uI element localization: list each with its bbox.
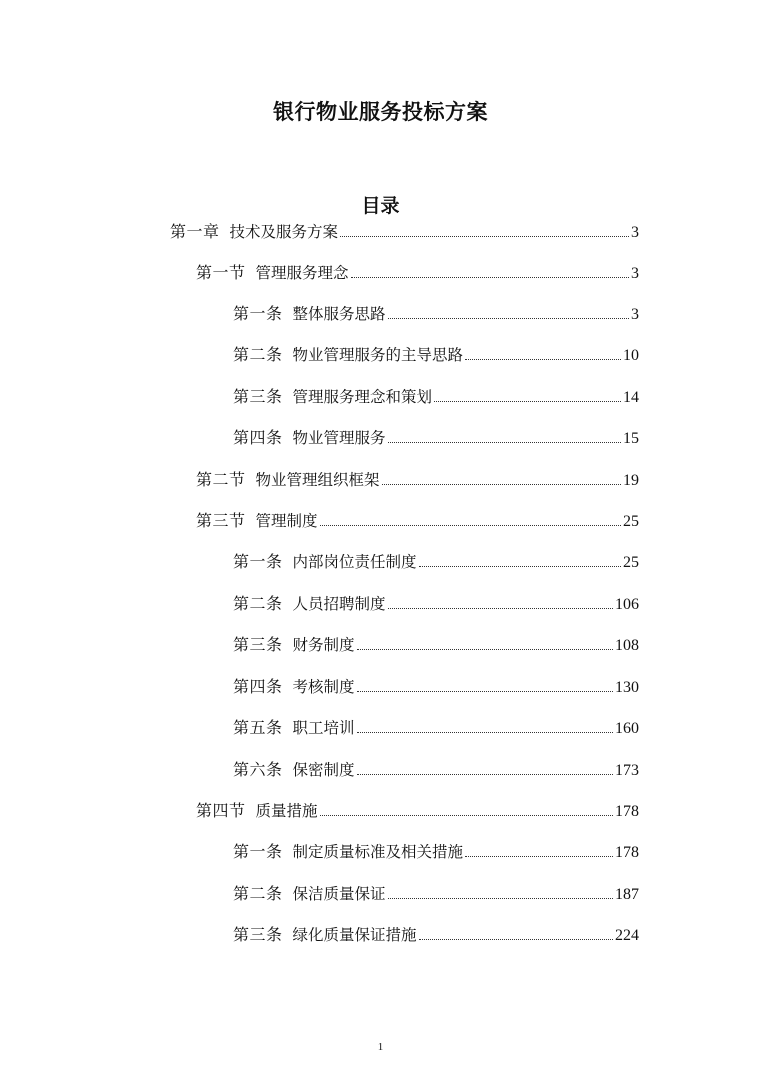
- toc-entry-section-3[interactable]: [196, 511, 639, 532]
- toc-entry-title: 职工培训: [292, 719, 355, 737]
- toc-entry-title: 质量措施: [255, 802, 318, 820]
- toc-entry-article[interactable]: [233, 925, 639, 946]
- toc-entry-number: 第四条: [233, 428, 283, 447]
- toc-dot-leader: [419, 939, 613, 940]
- toc-entry-title: 人员招聘制度: [292, 595, 386, 613]
- toc-entry-number: 第二条: [233, 594, 283, 613]
- toc-entry-title: 物业管理组织框架: [255, 471, 380, 489]
- toc-entry-section-2[interactable]: [196, 470, 639, 491]
- toc-entry-title: 制定质量标准及相关措施: [292, 843, 464, 861]
- toc-entry-section-1[interactable]: [196, 263, 639, 284]
- toc-entry-number: 第一条: [233, 304, 283, 323]
- toc-dot-leader: [465, 359, 621, 360]
- toc-entry-page: 15: [623, 430, 639, 447]
- toc-dot-leader: [357, 691, 613, 692]
- toc-entry-number: 第一节: [196, 263, 246, 282]
- toc-entry-page: 178: [615, 844, 639, 861]
- toc-dot-leader: [357, 774, 613, 775]
- toc-entry-number: 第六条: [233, 760, 283, 779]
- toc-entry-title: 整体服务思路: [292, 305, 386, 323]
- toc-entry-article[interactable]: [233, 760, 639, 781]
- toc-entry-title: 技术及服务方案: [229, 223, 339, 241]
- toc-dot-leader: [419, 566, 621, 567]
- toc-entry-article[interactable]: [233, 552, 639, 573]
- toc-entry-title: 物业管理服务的主导思路: [292, 346, 464, 364]
- toc-dot-leader: [320, 525, 621, 526]
- toc-entry-page: 106: [615, 596, 639, 613]
- toc-dot-leader: [382, 484, 621, 485]
- toc-entry-title: 内部岗位责任制度: [292, 553, 417, 571]
- toc-entry-title: 管理服务理念和策划: [292, 388, 433, 406]
- toc-entry-page: 3: [631, 306, 639, 323]
- toc-dot-leader: [388, 442, 621, 443]
- toc-entry-page: 10: [623, 347, 639, 364]
- toc-entry-number: 第二条: [233, 345, 283, 364]
- toc-entry-number: 第三条: [233, 635, 283, 654]
- toc-entry-article[interactable]: [233, 387, 639, 408]
- toc-entry-number: 第三条: [233, 925, 283, 944]
- toc-entry-article[interactable]: [233, 635, 639, 656]
- toc-entry-page: 19: [623, 472, 639, 489]
- toc-dot-leader: [351, 277, 629, 278]
- toc-entry-page: 160: [615, 720, 639, 737]
- toc-entry-title: 考核制度: [292, 678, 355, 696]
- toc-entry-number: 第四节: [196, 801, 246, 820]
- toc-entry-article[interactable]: [233, 594, 639, 615]
- toc-entry-article[interactable]: [233, 884, 639, 905]
- toc-entry-article[interactable]: [233, 428, 639, 449]
- toc-entry-number: 第一章: [170, 222, 220, 241]
- toc-dot-leader: [465, 856, 613, 857]
- toc-entry-page: 224: [615, 927, 639, 944]
- document-title: 银行物业服务投标方案: [273, 100, 488, 124]
- toc-entry-title: 绿化质量保证措施: [292, 926, 417, 944]
- toc-entry-article[interactable]: [233, 345, 639, 366]
- toc-dot-leader: [357, 649, 613, 650]
- toc-entry-article[interactable]: [233, 842, 639, 863]
- toc-entry-page: 178: [615, 803, 639, 820]
- toc-entry-section-4[interactable]: [196, 801, 639, 822]
- toc-dot-leader: [340, 236, 629, 237]
- toc-entry-page: 173: [615, 762, 639, 779]
- toc-entry-title: 管理制度: [255, 512, 318, 530]
- toc-entry-number: 第二节: [196, 470, 246, 489]
- toc-entry-number: 第三节: [196, 511, 246, 530]
- toc-dot-leader: [434, 401, 621, 402]
- page-number: 1: [377, 1041, 384, 1053]
- toc-dot-leader: [388, 608, 613, 609]
- toc-entry-title: 保洁质量保证: [292, 885, 386, 903]
- toc-entry-page: 3: [631, 224, 639, 241]
- toc-entry-title: 财务制度: [292, 636, 355, 654]
- toc-entry-page: 14: [623, 389, 639, 406]
- toc-dot-leader: [388, 318, 629, 319]
- toc-entry-number: 第三条: [233, 387, 283, 406]
- toc-entry-number: 第一条: [233, 842, 283, 861]
- toc-entry-title: 保密制度: [292, 761, 355, 779]
- toc-entry-title: 管理服务理念: [255, 264, 349, 282]
- toc-entry-page: 187: [615, 886, 639, 903]
- toc-entry-title: 物业管理服务: [292, 429, 386, 447]
- toc-heading: 目录: [361, 195, 400, 217]
- toc-entry-number: 第二条: [233, 884, 283, 903]
- toc-entry-article[interactable]: [233, 304, 639, 325]
- toc-dot-leader: [320, 815, 613, 816]
- toc-entry-page: 3: [631, 265, 639, 282]
- toc-entry-number: 第四条: [233, 677, 283, 696]
- toc-entry-article[interactable]: [233, 718, 639, 739]
- toc-entry-number: 第一条: [233, 552, 283, 571]
- toc-entry-chapter-1[interactable]: [170, 222, 639, 243]
- toc-entry-article[interactable]: [233, 677, 639, 698]
- toc-entry-page: 25: [623, 554, 639, 571]
- toc-dot-leader: [388, 898, 613, 899]
- toc-entry-page: 108: [615, 637, 639, 654]
- toc-entry-page: 25: [623, 513, 639, 530]
- toc-entry-page: 130: [615, 679, 639, 696]
- toc-dot-leader: [357, 732, 613, 733]
- toc-entry-number: 第五条: [233, 718, 283, 737]
